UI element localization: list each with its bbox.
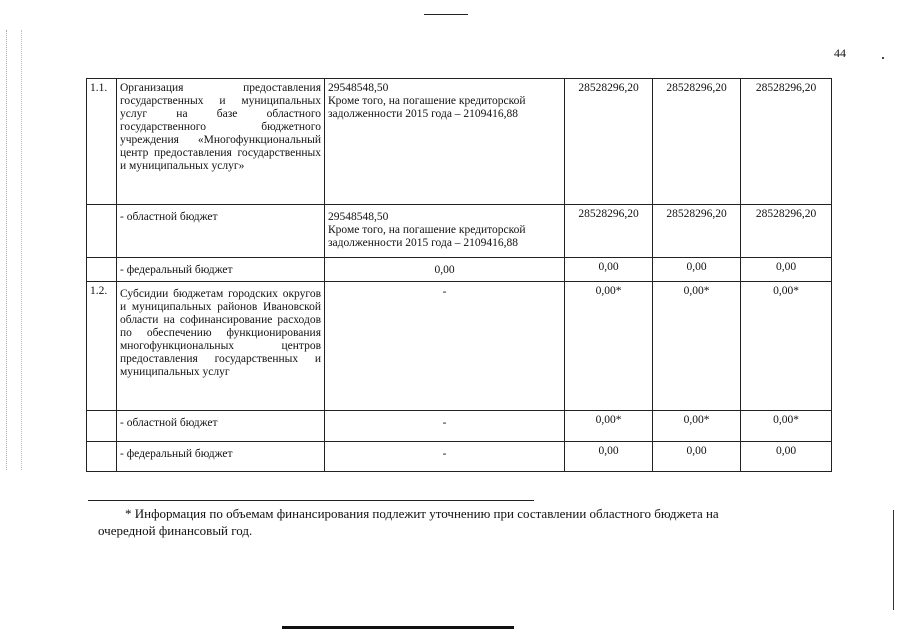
row-name: Организация предоставления государственных и муниципальных услуг на базе областного государственного бюджетного учреждения «Многофункциональный центр предоставления государственных и муниципальных услуг»: [117, 79, 325, 205]
year3-value: 0,00*: [741, 411, 832, 442]
table-row: [87, 258, 832, 282]
row-number: [87, 411, 117, 442]
table-row: [87, 205, 832, 258]
year1-value: 28528296,20: [565, 205, 653, 258]
row-name: - федеральный бюджет: [117, 258, 325, 282]
row-name: Субсидии бюджетам городских округов и муниципальных районов Ивановской области на софинансирование расходов по обеспечению функционирования многофункциональных центров предоставления государственных и муниципальных услуг: [117, 282, 325, 411]
year3-value: 0,00: [741, 258, 832, 282]
year3-value: 28528296,20: [741, 79, 832, 205]
year2-value: 0,00: [653, 258, 741, 282]
scan-margin-marks: [6, 30, 22, 470]
amount-note: Кроме того, на погашение кредиторской задолженности 2015 года – 2109416,88: [328, 95, 526, 120]
year3-value: 0,00: [741, 442, 832, 472]
amount-main: -: [325, 442, 565, 472]
year2-value: 28528296,20: [653, 79, 741, 205]
row-name: - областной бюджет: [117, 411, 325, 442]
row-name: - федеральный бюджет: [117, 442, 325, 472]
year1-value: 0,00: [565, 258, 653, 282]
year2-value: 0,00: [653, 442, 741, 472]
scan-edge-line: [893, 510, 894, 610]
year2-value: 0,00*: [653, 411, 741, 442]
amount-main: 0,00: [325, 258, 565, 282]
year2-value: 0,00*: [653, 282, 741, 411]
row-number: 1.1.: [87, 79, 117, 205]
amount-main: 29548548,50: [328, 82, 389, 94]
year1-value: 0,00: [565, 442, 653, 472]
year1-value: 0,00*: [565, 411, 653, 442]
table-row: [87, 282, 832, 411]
page-number: 44: [834, 46, 846, 60]
table-row: [87, 79, 832, 205]
row-number: [87, 442, 117, 472]
year1-value: 0,00*: [565, 282, 653, 411]
year1-value: 28528296,20: [565, 79, 653, 205]
row-number: 1.2.: [87, 282, 117, 411]
bottom-rule: [282, 626, 514, 629]
amount-main: -: [325, 282, 565, 411]
amount-note: Кроме того, на погашение кредиторской задолженности 2015 года – 2109416,88: [328, 224, 526, 249]
year3-value: 28528296,20: [741, 205, 832, 258]
footnote: [98, 505, 815, 539]
amount-cell: [325, 205, 565, 258]
amount-cell: [325, 79, 565, 205]
row-name: - областной бюджет: [117, 205, 325, 258]
year2-value: 28528296,20: [653, 205, 741, 258]
amount-main: 29548548,50: [328, 211, 389, 223]
scan-speck: [882, 57, 884, 59]
row-number: [87, 258, 117, 282]
footnote-line-1: * Информация по объемам финансирования подлежит уточнению при составлении областного бюджета на: [125, 506, 719, 521]
amount-main: -: [325, 411, 565, 442]
table-row: [87, 411, 832, 442]
header-dash: [424, 14, 468, 15]
year3-value: 0,00*: [741, 282, 832, 411]
table-row: [87, 442, 832, 472]
footnote-divider: [88, 500, 534, 501]
footnote-line-2: очередной финансовый год.: [98, 523, 253, 538]
financing-table: [86, 78, 832, 472]
row-number: [87, 205, 117, 258]
